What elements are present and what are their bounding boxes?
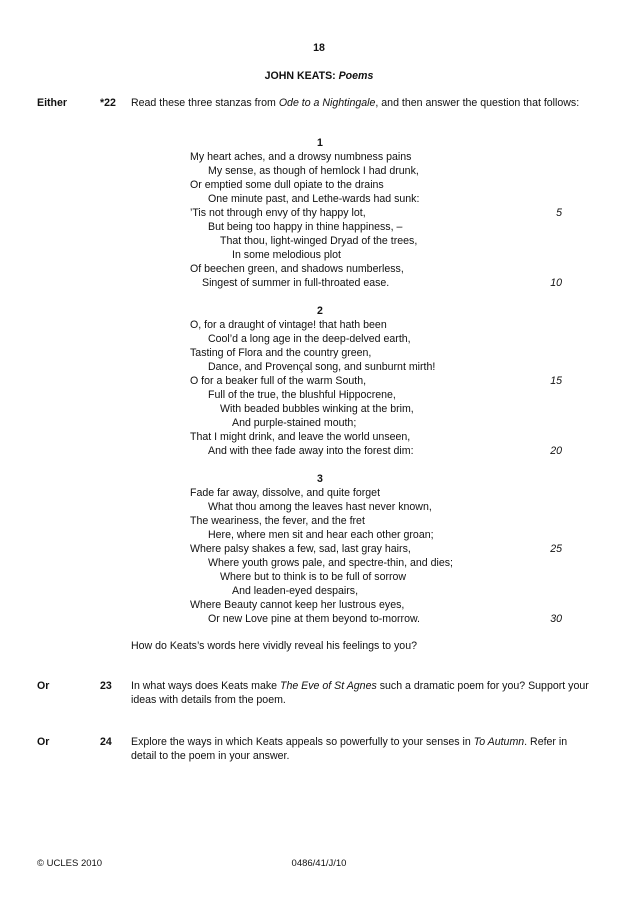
line-number: 10	[550, 277, 562, 289]
poem-line-text: Tasting of Flora and the country green,	[190, 347, 372, 359]
footer-code: 0486/41/J/10	[291, 858, 347, 869]
q23-title: The Eve of St Agnes	[279, 680, 377, 692]
poem-line-text: Or emptied some dull opiate to the drains	[190, 179, 384, 191]
poem-line-text: And with thee fade away into the forest dim:	[208, 445, 414, 457]
poem-line-text: Cool’d a long age in the deep-delved earth,	[208, 333, 411, 345]
poem-line	[190, 248, 562, 262]
poem-line	[190, 486, 562, 500]
q22-intro-b: , and then answer the question that follows:	[375, 97, 580, 109]
poem-line-text: And purple-stained mouth;	[232, 417, 357, 429]
poem-line	[190, 374, 562, 388]
q23-text-a: In what ways does Keats make	[131, 680, 280, 692]
poem-line	[190, 444, 562, 458]
poem-line-text: Fade far away, dissolve, and quite forget	[190, 487, 381, 499]
q24-text	[131, 735, 593, 763]
poem-line-text: Singest of summer in full-throated ease.	[202, 277, 390, 289]
poem-line	[190, 402, 562, 416]
line-number: 20	[550, 445, 562, 457]
poem-line	[190, 430, 562, 444]
stanza-number: 3	[317, 473, 323, 485]
poem-line	[190, 206, 562, 220]
poem-line	[190, 416, 562, 430]
q22-intro-title: Ode to a Nightingale	[278, 97, 376, 109]
page-number: 18	[313, 42, 325, 54]
q23-text	[131, 679, 593, 707]
poem-line-text: That thou, light-winged Dryad of the trees,	[220, 235, 418, 247]
poem-line-text: ’Tis not through envy of thy happy lot,	[190, 207, 366, 219]
poem-line-text: Full of the true, the blushful Hippocrene,	[208, 389, 396, 401]
poem-line-text: My sense, as though of hemlock I had drunk,	[208, 165, 419, 177]
q24-text-b: . Refer in detail to the poem in your answer.	[131, 736, 568, 762]
poem-line	[190, 570, 562, 584]
poem-line	[190, 500, 562, 514]
line-number: 30	[550, 613, 562, 625]
author-name: JOHN KEATS:	[264, 70, 339, 82]
stanza-number: 2	[317, 305, 323, 317]
poem-line	[190, 332, 562, 346]
poem-line-text: In some melodious plot	[232, 249, 341, 261]
poem-line	[190, 262, 562, 276]
q23-text-b: such a dramatic poem for you? Support your ideas with details from the poem.	[131, 680, 589, 706]
section-title	[0, 69, 638, 83]
poem-line-text: Of beechen green, and shadows numberless,	[190, 263, 404, 275]
q24-title: To Autumn	[473, 736, 525, 748]
poem-line	[190, 346, 562, 360]
poem-line	[190, 584, 562, 598]
poem-line	[190, 192, 562, 206]
poem-line	[190, 360, 562, 374]
poem-line-text: With beaded bubbles winking at the brim,	[220, 403, 414, 415]
poem-extract	[190, 136, 562, 626]
line-number: 25	[550, 543, 562, 555]
poem-line	[190, 220, 562, 234]
stanza-number: 1	[317, 137, 323, 149]
stanza-gap	[190, 290, 562, 304]
poem-line-text: That I might drink, and leave the world unseen,	[190, 431, 411, 443]
line-number: 15	[550, 375, 562, 387]
poem-line	[190, 612, 562, 626]
poem-line-text: O for a beaker full of the warm South,	[190, 375, 367, 387]
poem-line	[190, 556, 562, 570]
poem-line-text: Here, where men sit and hear each other groan;	[208, 529, 434, 541]
poem-line-text: What thou among the leaves hast never known,	[208, 501, 432, 513]
poem-line	[190, 164, 562, 178]
poem-line	[190, 318, 562, 332]
footer-copyright: © UCLES 2010	[37, 858, 103, 869]
poem-line-text: Where but to think is to be full of sorrow	[220, 571, 407, 583]
line-number: 5	[556, 207, 562, 219]
poem-line-text: The weariness, the fever, and the fret	[190, 515, 365, 527]
poem-line-text: But being too happy in thine happiness, –	[208, 221, 403, 233]
poem-line	[190, 388, 562, 402]
poem-line	[190, 150, 562, 164]
q23-label: Or	[37, 680, 50, 692]
poem-line	[190, 598, 562, 612]
poem-line-text: Dance, and Provençal song, and sunburnt mirth!	[208, 361, 436, 373]
poem-line-text: One minute past, and Lethe-wards had sunk:	[208, 193, 420, 205]
q22-intro-a: Read these three stanzas from	[131, 97, 279, 109]
q23-number: 23	[100, 680, 112, 692]
q24-text-a: Explore the ways in which Keats appeals so powerfully to your senses in	[131, 736, 474, 748]
q22-intro	[131, 96, 593, 110]
q22-question: How do Keats’s words here vividly reveal his feelings to you?	[131, 640, 417, 652]
poem-line	[190, 276, 562, 290]
poem-line-text: My heart aches, and a drowsy numbness pains	[190, 151, 412, 163]
poem-line-text: Or new Love pine at them beyond to-morrow.	[208, 613, 420, 625]
q24-number: 24	[100, 736, 112, 748]
q22-number: *22	[100, 97, 116, 109]
q24-label: Or	[37, 736, 50, 748]
poem-line	[190, 178, 562, 192]
poem-line-text: O, for a draught of vintage! that hath been	[190, 319, 387, 331]
q22-label: Either	[37, 97, 68, 109]
poem-line-text: Where Beauty cannot keep her lustrous eyes,	[190, 599, 405, 611]
stanza-gap	[190, 458, 562, 472]
poem-line	[190, 514, 562, 528]
poem-line-text: And leaden-eyed despairs,	[232, 585, 359, 597]
poem-line	[190, 542, 562, 556]
poem-line	[190, 234, 562, 248]
poem-line	[190, 528, 562, 542]
work-title: Poems	[338, 70, 374, 82]
poem-line-text: Where youth grows pale, and spectre-thin, and dies;	[208, 557, 453, 569]
poem-line-text: Where palsy shakes a few, sad, last gray hairs,	[190, 543, 411, 555]
